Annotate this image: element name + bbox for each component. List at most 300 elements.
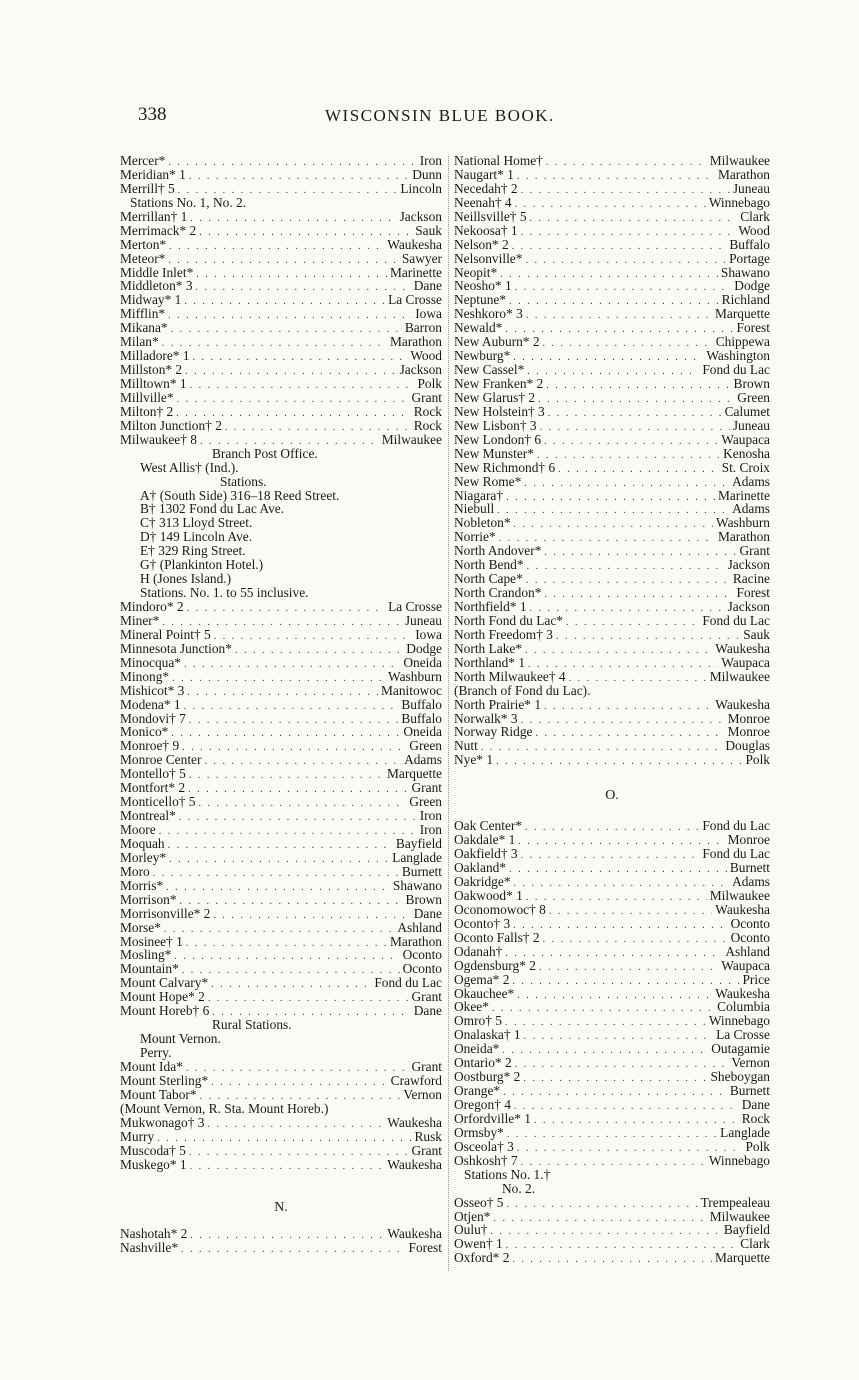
post-office-entry xyxy=(454,321,770,335)
dot-leader xyxy=(174,950,399,964)
dot-leader xyxy=(185,365,396,379)
dot-leader xyxy=(182,741,406,755)
post-office-name: Meteor* xyxy=(120,250,166,266)
county-name: Polk xyxy=(745,752,770,768)
post-office-entry xyxy=(454,833,770,847)
county-name: Rock xyxy=(741,1110,770,1126)
county-name: Dodge xyxy=(734,278,770,294)
entry-note: West Allis† (Ind.). xyxy=(140,459,239,475)
county-name: Marathon xyxy=(717,529,770,545)
post-office-name: Morris* xyxy=(120,877,164,893)
post-office-entry xyxy=(454,903,770,917)
dot-leader xyxy=(153,867,399,881)
post-office-entry xyxy=(120,1144,442,1158)
county-name: Burnett xyxy=(729,860,770,876)
dot-leader xyxy=(199,797,407,811)
dot-leader xyxy=(168,839,393,853)
dot-leader xyxy=(196,268,387,282)
county-name: Vernon xyxy=(731,1055,770,1071)
post-office-entry xyxy=(454,210,770,224)
county-name: Kenosha xyxy=(723,445,770,461)
dot-leader xyxy=(189,1146,409,1160)
post-office-name: Ogema* 2 xyxy=(454,971,510,987)
county-name: Waupaca xyxy=(721,431,770,447)
county-name: Bayfield xyxy=(395,835,442,851)
post-office-name: Osceola† 3 xyxy=(454,1138,514,1154)
county-name: Burnett xyxy=(401,863,442,879)
dot-leader xyxy=(527,365,699,379)
post-office-name: Oakdale* 1 xyxy=(454,832,516,848)
dot-leader xyxy=(190,379,415,393)
post-office-entry xyxy=(120,363,442,377)
entry-note: No. 2. xyxy=(502,1180,536,1196)
post-office-entry xyxy=(120,182,442,196)
county-name: Forest xyxy=(736,585,770,601)
entry-note: E† 329 Ring Street. xyxy=(140,543,246,559)
dot-leader xyxy=(168,254,398,268)
dot-leader xyxy=(177,393,409,407)
dot-leader xyxy=(184,658,400,672)
county-name: Lincoln xyxy=(400,180,442,196)
dot-leader xyxy=(509,863,727,877)
post-office-entry xyxy=(454,1196,770,1210)
post-office-entry xyxy=(120,419,442,433)
county-name: La Crosse xyxy=(388,292,442,308)
dot-leader xyxy=(166,881,390,895)
dot-leader xyxy=(207,1118,384,1132)
county-name: Forest xyxy=(736,320,770,336)
county-name: Winnebago xyxy=(708,194,770,210)
dot-leader xyxy=(190,212,396,226)
county-name: Fond du Lac xyxy=(702,846,770,862)
dot-leader xyxy=(540,421,730,435)
dot-leader xyxy=(159,825,417,839)
post-office-name: North Crandon* xyxy=(454,585,542,601)
post-office-entry xyxy=(454,349,770,363)
dot-leader xyxy=(169,240,384,254)
post-office-name: Mount Tabor* xyxy=(120,1086,197,1102)
county-name: Vernon xyxy=(403,1086,442,1102)
dot-leader xyxy=(546,156,707,170)
dot-leader xyxy=(502,1044,708,1058)
post-office-name: Odanah† xyxy=(454,943,503,959)
running-title: WISCONSIN BLUE BOOK. xyxy=(325,106,555,125)
dot-leader xyxy=(514,877,730,891)
county-name: Washburn xyxy=(716,515,770,531)
county-name: Fond du Lac xyxy=(374,975,442,991)
post-office-entry xyxy=(454,628,770,642)
post-office-name: Oneida* xyxy=(454,1041,500,1057)
post-office-entry xyxy=(454,391,770,405)
dot-leader xyxy=(530,212,738,226)
post-office-entry xyxy=(120,335,442,349)
county-name: Brown xyxy=(405,891,442,907)
post-office-entry xyxy=(454,753,770,767)
post-office-entry xyxy=(454,266,770,280)
post-office-name: Norwalk* 3 xyxy=(454,710,518,726)
post-office-name: Milton† 2 xyxy=(120,403,174,419)
county-name: Adams xyxy=(732,473,770,489)
county-name: Waupaca xyxy=(721,654,770,670)
post-office-entry xyxy=(120,670,442,684)
entry-note: Branch Post Office. xyxy=(212,445,318,461)
post-office-entry xyxy=(454,168,770,182)
post-office-entry xyxy=(120,656,442,670)
dot-leader xyxy=(523,1072,707,1086)
post-office-name: Moore xyxy=(120,822,156,837)
post-office-entry xyxy=(120,210,442,224)
post-office-name: Mukwonago† 3 xyxy=(120,1114,205,1130)
post-office-entry xyxy=(120,851,442,865)
post-office-entry xyxy=(454,889,770,903)
post-office-entry xyxy=(454,861,770,875)
county-name: Richland xyxy=(721,292,770,308)
post-office-entry xyxy=(454,847,770,861)
post-office-entry xyxy=(454,1210,770,1224)
post-office-name: Middle Inlet* xyxy=(120,264,194,280)
county-name: Oconto xyxy=(402,947,442,963)
county-name: Ashland xyxy=(397,919,442,935)
dot-leader xyxy=(182,964,400,978)
county-name: Milwaukee xyxy=(381,431,442,447)
dot-leader xyxy=(196,281,411,295)
county-name: Trempealeau xyxy=(700,1194,770,1210)
dot-leader xyxy=(162,337,387,351)
dot-leader xyxy=(534,1114,739,1128)
county-name: Oneida xyxy=(403,654,442,670)
dot-leader xyxy=(490,1225,720,1239)
post-office-entry xyxy=(120,224,442,238)
county-name: Iron xyxy=(419,822,442,837)
post-office-entry xyxy=(454,739,770,753)
post-office-name: Minong* xyxy=(120,668,170,684)
post-office-entry xyxy=(454,1042,770,1056)
county-name: Sauk xyxy=(415,222,442,238)
dot-leader xyxy=(517,170,715,184)
post-office-name: New Richmond† 6 xyxy=(454,459,556,475)
dot-leader xyxy=(515,198,706,212)
county-name: Grant xyxy=(739,543,770,559)
post-office-name: Neopit* xyxy=(454,264,498,280)
post-office-name: Okee* xyxy=(454,999,489,1015)
post-office-entry xyxy=(454,447,770,461)
dot-leader xyxy=(512,240,727,254)
county-name: Wood xyxy=(410,348,442,364)
county-name: Langlade xyxy=(720,1124,770,1140)
page-number: 338 xyxy=(138,104,167,125)
county-name: Jackson xyxy=(727,599,770,614)
dot-leader xyxy=(497,504,729,518)
post-office-name: Nekoosa† 1 xyxy=(454,222,518,238)
post-office-name: Montfort* 2 xyxy=(120,780,186,796)
dot-leader xyxy=(208,992,409,1006)
post-office-entry xyxy=(454,252,770,266)
post-office-name: Oakridge* xyxy=(454,874,511,889)
county-name: Marquette xyxy=(714,1250,770,1266)
dot-leader xyxy=(493,1212,706,1226)
county-name: Fond du Lac xyxy=(702,612,770,628)
post-office-name: Mindoro* 2 xyxy=(120,599,184,614)
dot-leader xyxy=(527,560,725,574)
post-office-entry xyxy=(454,875,770,889)
post-office-entry xyxy=(120,405,442,419)
post-office-name: Mount Calvary* xyxy=(120,975,209,991)
county-name: Adams xyxy=(404,752,442,768)
post-office-entry xyxy=(454,642,770,656)
post-office-entry xyxy=(120,1088,442,1102)
dot-leader xyxy=(513,919,727,933)
post-office-name: Niebull xyxy=(454,501,495,517)
post-office-name: Niagara† xyxy=(454,487,504,503)
dot-leader xyxy=(187,686,378,700)
section-heading: O. xyxy=(605,788,619,804)
post-office-entry xyxy=(120,865,442,879)
post-office-entry xyxy=(454,819,770,833)
post-office-entry xyxy=(120,837,442,851)
post-office-name: Omro† 5 xyxy=(454,1013,502,1029)
post-office-entry xyxy=(454,335,770,349)
post-office-name: Mondovi† 7 xyxy=(120,710,186,726)
county-name: Portage xyxy=(729,250,770,266)
post-office-name: Norway Ridge xyxy=(454,724,533,740)
post-office-entry xyxy=(454,363,770,377)
post-office-name: Oxford* 2 xyxy=(454,1250,510,1266)
dot-leader xyxy=(500,268,718,282)
county-name: Washburn xyxy=(388,668,442,684)
dot-leader xyxy=(537,449,720,463)
dot-leader xyxy=(525,644,712,658)
page-header xyxy=(0,104,859,134)
post-office-entry xyxy=(120,1227,442,1241)
post-office-name: Nelson* 2 xyxy=(454,236,509,252)
post-office-name: Oconomowoc† 8 xyxy=(454,901,546,917)
post-office-entry xyxy=(120,614,442,628)
county-name: Jackson xyxy=(727,557,770,573)
right-column xyxy=(454,154,770,1265)
post-office-entry xyxy=(120,795,442,809)
post-office-name: Monticello† 5 xyxy=(120,794,196,810)
county-name: Shawano xyxy=(392,877,442,893)
post-office-entry xyxy=(120,948,442,962)
post-office-entry xyxy=(120,307,442,321)
dot-leader xyxy=(503,1086,727,1100)
post-office-name: Merrillan† 1 xyxy=(120,208,188,224)
post-office-entry xyxy=(454,1112,770,1126)
entry-note: (Branch of Fond du Lac). xyxy=(454,682,591,698)
county-name: Dodge xyxy=(406,640,442,656)
dot-leader xyxy=(505,1016,706,1030)
post-office-entry xyxy=(120,976,442,990)
dot-leader xyxy=(544,700,712,714)
entry-note: Stations. xyxy=(220,473,267,489)
dot-leader xyxy=(544,546,736,560)
dot-leader xyxy=(566,616,699,630)
post-office-name: Monico* xyxy=(120,724,169,740)
post-office-entry xyxy=(454,600,770,614)
dot-leader xyxy=(168,309,412,323)
dot-leader xyxy=(186,1062,409,1076)
post-office-name: New Holstein† 3 xyxy=(454,403,545,419)
post-office-name: Montello† 5 xyxy=(120,766,186,782)
entry-note: G† (Plankinton Hotel.) xyxy=(140,557,264,573)
county-name: Milwaukee xyxy=(709,153,770,168)
post-office-entry xyxy=(120,1074,442,1088)
column-divider xyxy=(448,156,449,1271)
post-office-entry xyxy=(454,419,770,433)
entry-note: Rural Stations. xyxy=(212,1017,292,1033)
post-office-name: Ontario* 2 xyxy=(454,1055,512,1071)
post-office-name: Osseo† 5 xyxy=(454,1194,504,1210)
county-name: Green xyxy=(409,794,442,810)
post-office-entry xyxy=(454,461,770,475)
dot-leader xyxy=(513,351,703,365)
post-office-name: Mishicot* 3 xyxy=(120,682,185,698)
post-office-entry xyxy=(454,945,770,959)
county-name: Buffalo xyxy=(729,236,770,252)
county-name: Oconto xyxy=(402,961,442,977)
post-office-name: Neosho* 1 xyxy=(454,278,512,294)
post-office-name: National Home† xyxy=(454,153,543,168)
county-name: Iowa xyxy=(415,306,442,322)
post-office-entry xyxy=(120,168,442,182)
post-office-name: New Auburn* 2 xyxy=(454,334,540,350)
county-name: Marathon xyxy=(389,334,442,350)
county-name: Sawyer xyxy=(401,250,442,266)
dot-leader xyxy=(184,700,399,714)
county-name: Grant xyxy=(411,1058,442,1074)
post-office-entry xyxy=(454,1223,770,1237)
county-name: Green xyxy=(737,389,770,405)
post-office-name: Oshkosh† 7 xyxy=(454,1152,518,1168)
dot-leader xyxy=(181,1243,406,1257)
post-office-entry xyxy=(454,530,770,544)
county-name: Monroe xyxy=(727,724,770,740)
post-office-entry xyxy=(120,962,442,976)
post-office-entry xyxy=(454,279,770,293)
post-office-name: Modena* 1 xyxy=(120,696,181,712)
county-name: Grant xyxy=(411,780,442,796)
post-office-name: Monroe† 9 xyxy=(120,738,180,754)
dot-leader xyxy=(521,184,730,198)
dot-leader xyxy=(521,714,725,728)
post-office-entry xyxy=(120,238,442,252)
post-office-name: North Bend* xyxy=(454,557,524,573)
county-name: Shawano xyxy=(720,264,770,280)
post-office-entry xyxy=(454,489,770,503)
entry-note: H (Jones Island.) xyxy=(140,571,232,587)
post-office-name: Oakwood* 1 xyxy=(454,887,523,903)
county-name: Adams xyxy=(732,874,770,889)
dot-leader xyxy=(546,379,730,393)
county-name: Jackson xyxy=(399,362,442,378)
county-name: Grant xyxy=(411,1142,442,1158)
county-name: Buffalo xyxy=(401,696,442,712)
post-office-name: Merrill† 5 xyxy=(120,180,175,196)
post-office-entry xyxy=(454,1084,770,1098)
dot-leader xyxy=(186,937,387,951)
county-name: Forest xyxy=(408,1240,442,1256)
dot-leader xyxy=(514,1100,739,1114)
dot-leader xyxy=(171,727,400,741)
post-office-name: Necedah† 2 xyxy=(454,180,518,196)
dot-leader xyxy=(492,1002,714,1016)
county-name: Oconto xyxy=(730,929,770,945)
dot-leader xyxy=(184,295,385,309)
post-office-name: Moquah xyxy=(120,835,165,851)
entry-note: Stations No. 1, No. 2. xyxy=(130,194,247,210)
dot-leader xyxy=(514,518,714,532)
county-name: Polk xyxy=(745,1138,770,1154)
county-name: Waukesha xyxy=(387,1114,442,1130)
dot-leader xyxy=(556,630,740,644)
dot-leader xyxy=(193,351,408,365)
county-name: Clark xyxy=(740,208,770,224)
county-name: Waukesha xyxy=(715,985,770,1001)
county-name: Sauk xyxy=(743,626,770,642)
post-office-name: Mercer* xyxy=(120,153,166,168)
post-office-name: Mikana* xyxy=(120,320,168,336)
county-name: Dane xyxy=(413,1003,442,1019)
dot-leader xyxy=(506,1198,697,1212)
post-office-name: Montreal* xyxy=(120,808,176,824)
entry-note: A† (South Side) 316–18 Reed Street. xyxy=(140,487,340,503)
post-office-name: North Fond du Lac* xyxy=(454,612,563,628)
post-office-entry xyxy=(120,279,442,293)
post-office-name: Nashotah* 2 xyxy=(120,1226,188,1242)
post-office-entry xyxy=(454,516,770,530)
post-office-entry xyxy=(120,1116,442,1130)
county-name: Waukesha xyxy=(387,1226,442,1242)
post-office-name: Milton Junction† 2 xyxy=(120,417,222,433)
post-office-name: Monroe Center xyxy=(120,752,202,768)
post-office-entry xyxy=(454,917,770,931)
county-name: Marquette xyxy=(386,766,442,782)
post-office-name: Neshkoro* 3 xyxy=(454,306,523,322)
post-office-name: New Glarus† 2 xyxy=(454,389,536,405)
post-office-name: Mountain* xyxy=(120,961,179,977)
post-office-name: Oakfield† 3 xyxy=(454,846,518,862)
dot-leader xyxy=(189,714,398,728)
dot-leader xyxy=(526,891,707,905)
post-office-name: Mifflin* xyxy=(120,306,166,322)
post-office-name: Oostburg* 2 xyxy=(454,1069,521,1085)
post-office-entry xyxy=(120,628,442,642)
county-name: Brown xyxy=(733,376,770,391)
post-office-name: Mosling* xyxy=(120,947,172,963)
post-office-entry xyxy=(120,767,442,781)
post-office-entry xyxy=(454,712,770,726)
post-office-name: Oconto Falls† 2 xyxy=(454,929,540,945)
county-name: La Crosse xyxy=(716,1027,770,1043)
entry-note: Perry. xyxy=(140,1045,172,1060)
county-name: Waukesha xyxy=(387,1156,442,1172)
post-office-name: Naugart* 1 xyxy=(454,166,514,182)
county-name: Dane xyxy=(741,1097,770,1112)
county-name: Wood xyxy=(738,222,770,238)
post-office-name: Orfordville* 1 xyxy=(454,1110,531,1126)
dot-leader xyxy=(526,574,730,588)
county-name: Milwaukee xyxy=(709,668,770,684)
county-name: Adams xyxy=(732,501,770,517)
county-name: Sheboygan xyxy=(710,1069,770,1085)
post-office-entry xyxy=(454,405,770,419)
post-office-entry xyxy=(120,990,442,1004)
post-office-name: North Lake* xyxy=(454,640,523,656)
post-office-entry xyxy=(454,475,770,489)
post-office-name: Merrimack* 2 xyxy=(120,222,197,238)
post-office-name: Otjen* xyxy=(454,1208,491,1224)
dot-leader xyxy=(235,644,403,658)
